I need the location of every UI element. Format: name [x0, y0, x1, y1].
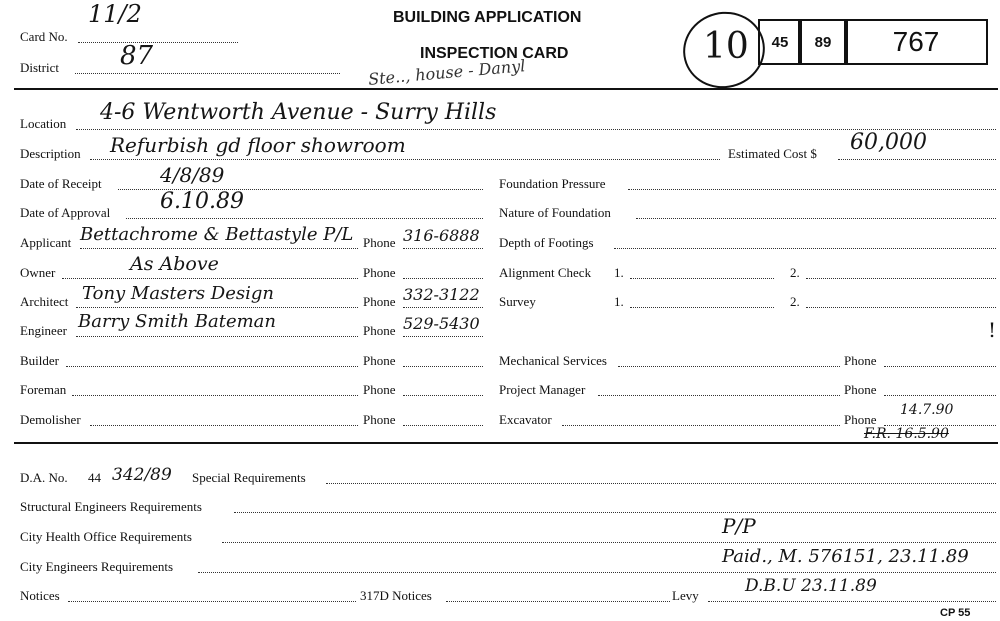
engineer-phone-line [403, 336, 483, 337]
alignment-1-line [630, 278, 774, 279]
survey-label: Survey [499, 294, 536, 309]
architect-phone-value: 332-3122 [403, 285, 480, 304]
health-label: City Health Office Requirements [20, 529, 192, 544]
owner-line [62, 278, 358, 279]
card-no-label: Card No. [20, 29, 68, 44]
levy-label: Levy [672, 588, 699, 603]
margin-mark: ! [988, 318, 997, 342]
demolisher-line [90, 425, 358, 426]
foundation-pressure-label: Foundation Pressure [499, 176, 606, 191]
alignment-2-line [806, 278, 996, 279]
location-label: Location [20, 116, 67, 131]
depth-footings-label: Depth of Footings [499, 235, 594, 250]
applicant-line [80, 248, 358, 249]
excavator-phone-value: 14.7.90 [900, 402, 954, 418]
estimated-cost-line [838, 159, 996, 160]
form-code: CP 55 [940, 607, 971, 619]
project-manager-label: Project Manager [499, 382, 586, 397]
city-eng-value: Paid., M. 576151, 23.11.89 [722, 546, 969, 567]
depth-footings-line [614, 248, 996, 249]
foreman-phone-line [403, 395, 483, 396]
architect-phone-label: Phone [363, 294, 396, 309]
middle-divider [14, 442, 998, 444]
project-manager-line [598, 395, 840, 396]
district-line [75, 73, 340, 74]
estimated-cost-label: Estimated Cost $ [728, 146, 817, 161]
alignment-1-label: 1. [614, 265, 624, 280]
project-manager-phone-line [884, 395, 996, 396]
excavator-label: Excavator [499, 412, 552, 427]
owner-value: As Above [130, 253, 219, 275]
approval-line [126, 218, 483, 219]
builder-phone-label: Phone [363, 353, 396, 368]
levy-value: D.B.U 23.11.89 [745, 576, 877, 596]
excavator-line [562, 425, 840, 426]
card-no-value: 11/2 [88, 0, 142, 28]
approval-label: Date of Approval [20, 205, 111, 220]
title-line-2: INSPECTION CARD [420, 45, 569, 62]
demolisher-label: Demolisher [20, 412, 81, 427]
notices-line [68, 601, 356, 602]
box-a-value: 45 [771, 33, 789, 51]
circled-number: 10 [703, 26, 749, 67]
description-value: Refurbish gd floor showroom [110, 133, 406, 157]
builder-line [66, 366, 358, 367]
district-label: District [20, 60, 59, 75]
notices-317-label: 317D Notices [360, 588, 432, 603]
notices-317-line [446, 601, 670, 602]
description-line [90, 159, 720, 160]
notices-label: Notices [20, 588, 60, 603]
survey-2-label: 2. [790, 294, 800, 309]
survey-1-line [630, 307, 774, 308]
builder-phone-line [403, 366, 483, 367]
engineer-phone-label: Phone [363, 323, 396, 338]
foreman-line [72, 395, 358, 396]
receipt-value: 4/8/89 [160, 163, 225, 187]
city-eng-label: City Engineers Requirements [20, 559, 174, 574]
applicant-value: Bettachrome & Bettastyle P/L [80, 224, 354, 245]
location-value: 4-6 Wentworth Avenue - Surry Hills [100, 100, 497, 125]
applicant-phone-line [403, 248, 483, 249]
da-label: D.A. No. [20, 470, 68, 485]
estimated-cost-value: 60,000 [850, 130, 927, 155]
health-value: P/P [722, 514, 756, 538]
da-value: 342/89 [112, 465, 172, 485]
excavator-note: F.R. 16.5.90 [864, 426, 949, 442]
box-b [798, 19, 848, 65]
receipt-label: Date of Receipt [20, 176, 102, 191]
demolisher-phone-label: Phone [363, 412, 396, 427]
architect-value: Tony Masters Design [82, 283, 274, 304]
city-eng-line [198, 572, 996, 573]
foreman-phone-label: Phone [363, 382, 396, 397]
engineer-line [76, 336, 358, 337]
structural-line [234, 512, 996, 513]
mechanical-phone-line [884, 366, 996, 367]
excavator-phone-label: Phone [844, 412, 877, 427]
structural-label: Structural Engineers Requirements [20, 499, 202, 514]
foreman-label: Foreman [20, 382, 67, 397]
applicant-phone-label: Phone [363, 235, 396, 250]
alignment-label: Alignment Check [499, 265, 592, 280]
mechanical-line [618, 366, 840, 367]
mechanical-phone-label: Phone [844, 353, 877, 368]
district-value: 87 [120, 41, 154, 71]
demolisher-phone-line [403, 425, 483, 426]
alignment-2-label: 2. [790, 265, 800, 280]
title-line-1: BUILDING APPLICATION [393, 9, 582, 26]
description-label: Description [20, 146, 81, 161]
health-line [222, 542, 996, 543]
applicant-phone-value: 316-6888 [403, 226, 480, 245]
project-manager-phone-label: Phone [844, 382, 877, 397]
approval-value: 6.10.89 [160, 189, 244, 214]
special-line [326, 483, 996, 484]
da-prefix: 44 [88, 470, 101, 485]
engineer-label: Engineer [20, 323, 67, 338]
builder-label: Builder [20, 353, 59, 368]
owner-phone-label: Phone [363, 265, 396, 280]
levy-line [708, 601, 996, 602]
mechanical-label: Mechanical Services [499, 353, 607, 368]
box-c-value: 767 [892, 26, 940, 57]
applicant-label: Applicant [20, 235, 72, 250]
box-b-value: 89 [814, 33, 832, 51]
architect-line [76, 307, 358, 308]
engineer-value: Barry Smith Bateman [78, 311, 276, 332]
nature-foundation-label: Nature of Foundation [499, 205, 611, 220]
top-divider [14, 88, 998, 90]
nature-foundation-line [636, 218, 996, 219]
architect-phone-line [403, 307, 483, 308]
owner-label: Owner [20, 265, 56, 280]
special-label: Special Requirements [192, 470, 306, 485]
box-c [844, 19, 988, 65]
foundation-pressure-line [628, 189, 996, 190]
title-note: Ste.., house - Danyl [367, 56, 527, 89]
architect-label: Architect [20, 294, 69, 309]
survey-2-line [806, 307, 996, 308]
survey-1-label: 1. [614, 294, 624, 309]
owner-phone-line [403, 278, 483, 279]
card-no-line [78, 42, 238, 43]
box-a [758, 19, 802, 65]
engineer-phone-value: 529-5430 [403, 314, 480, 333]
